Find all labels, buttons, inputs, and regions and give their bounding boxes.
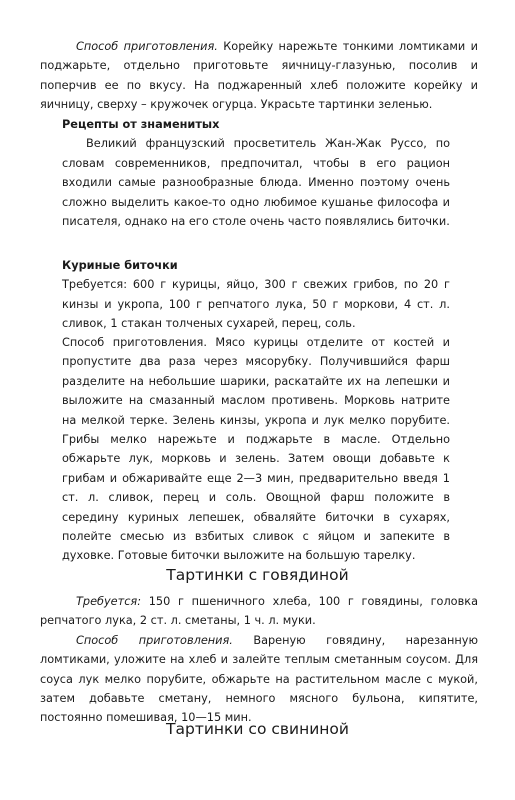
ingredients-text: 150 г пшеничного хлеба, 100 г говядины, головка репчатого лука, 2 ст. л. сметаны, 1 ч. л. муки.: [40, 595, 478, 628]
celebrity-heading: Рецепты от знаменитых: [62, 118, 220, 131]
method-text: Корейку нарежьте тонкими ломтиками и поджарьте, отдельно приготовьте яичницу-глазунью, посолив и поперчив ее по вкусу. На поджаренный хлеб положите корейку и яичницу, сверху – кружочек огурца. Украсьте тартинки зеленью.: [40, 40, 478, 112]
method-text: Вареную говядину, нарезанную ломтиками, уложите на хлеб и залейте теплым сметанным соусом. Для соуса лук мелко порубите, обжарьте на растительном масле с мукой, затем добавьте сметану, немного мясного бульона, кипятите, постоянно помешивая, 10—15 мин.: [40, 633, 478, 725]
method-lead: Способ приготовления.: [76, 40, 218, 53]
ingredients-lead: Требуется:: [76, 595, 142, 608]
celebrity-recipes: [62, 115, 450, 231]
recipe-heading: Куриные биточки: [62, 259, 178, 272]
celebrity-intro: Великий французский просветитель Жан-Жак Руссо, по словам современников, предпочитал, чтобы в его рацион входили самые разнообразные блюда. Именно поэтому очень сложно выделить какое-то одно любимое кушанье философа и писателя, однако на его столе очень часто появлялись биточки.: [62, 137, 450, 229]
section1-paragraph: [40, 37, 478, 115]
recipe-title-beef: Тартинки с говядиной: [166, 566, 349, 584]
recipe-beef: [40, 592, 478, 728]
recipe-chicken-patties: [62, 256, 450, 334]
method-lead: Способ приготовления.: [76, 633, 233, 647]
recipe-chicken-method: [62, 333, 450, 566]
recipe-ingredients: Требуется: 600 г курицы, яйцо, 300 г свежих грибов, по 20 г кинзы и укропа, 100 г репчатого лука, 50 г моркови, 4 ст. л. сливок, 1 стакан толченых сухарей, перец, соль.: [62, 278, 450, 331]
recipe-title-pork: Тартинки со свининой: [166, 720, 349, 738]
recipe-method: Способ приготовления. Мясо курицы отделите от костей и пропустите два раза через мясорубку. Получившийся фарш разделите на небольшие шарики, раскатайте их на лепешки и выложите на смазанный маслом противень. Морковь натрите на мелкой терке. Зелень кинзы, укропа и лук мелко порубите. Грибы мелко нарежьте и поджарьте в масле. Отдельно обжарьте лук, морковь и зелень. Затем овощи добавьте к грибам и обжаривайте еще 2—3 мин, предварительно введя 1 ст. л. сливок, перец и соль. Овощной фарш положите в середину куриных лепешек, обваляйте биточки в сухарях, полейте смесью из взбитых сливок с яйцом и запеките в духовке. Готовые биточки выложите на большую тарелку.: [62, 336, 450, 563]
